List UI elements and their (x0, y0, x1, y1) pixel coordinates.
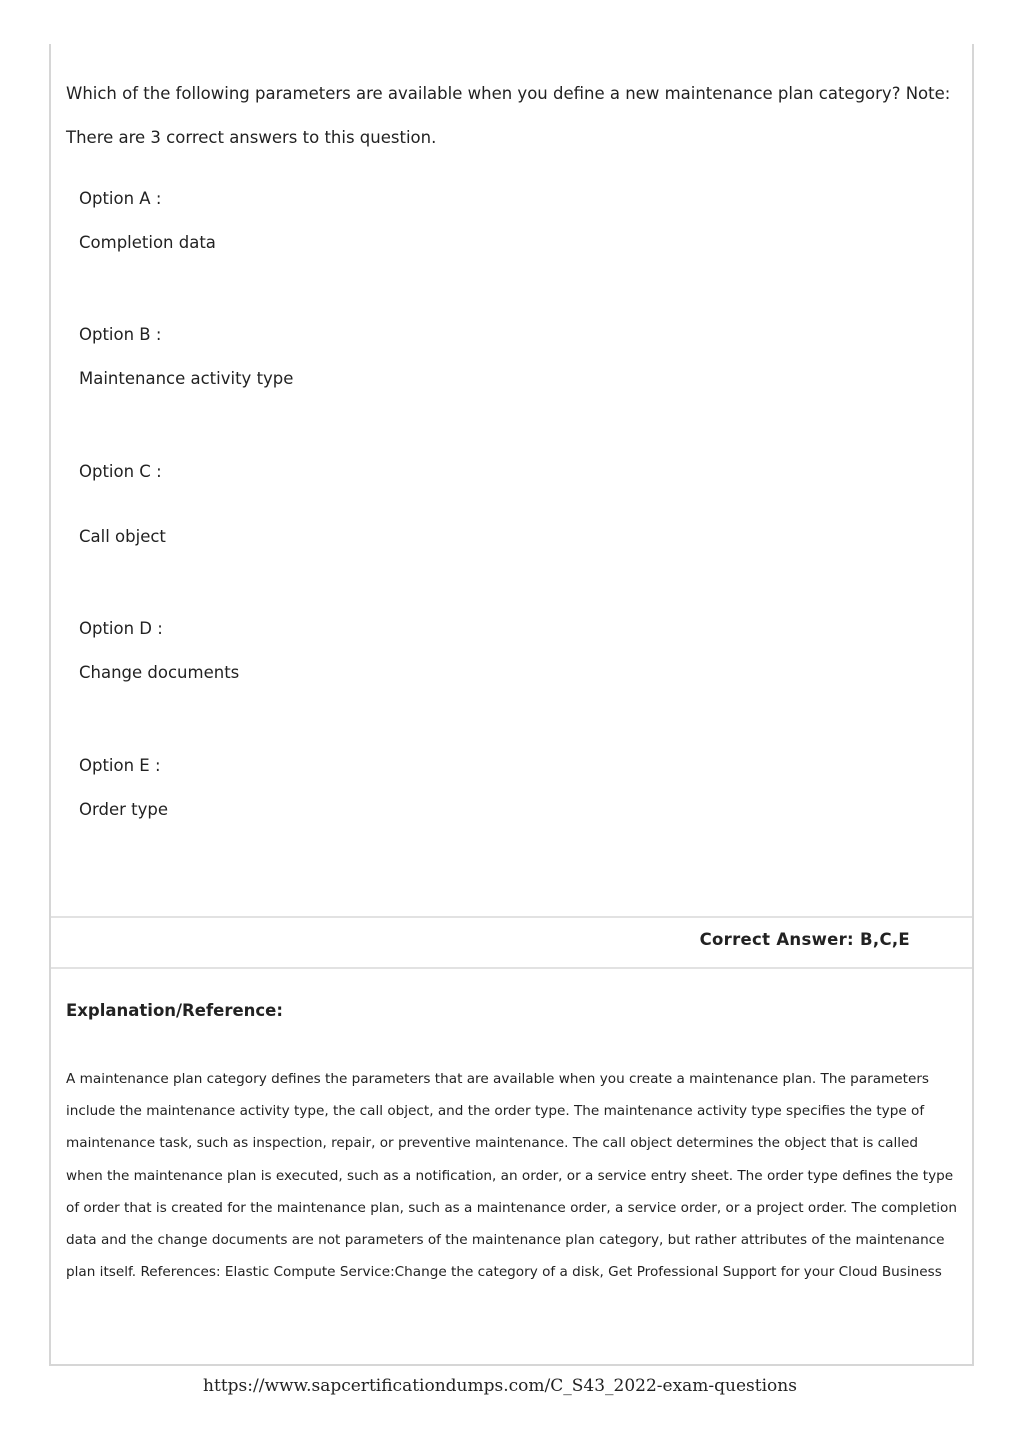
question-text: Which of the following parameters are available when you define a new maintenance plan category? Note: There are 3 correct answers to this question. (66, 84, 951, 147)
option-d-label: Option D : (79, 619, 163, 638)
answer-bottom-divider (51, 967, 972, 969)
option-c-label: Option C : (79, 462, 162, 481)
explanation-body: A maintenance plan category defines the parameters that are available when you create a maintenance plan. The parameters include the maintenance activity type, the call object, and the order type. The maintenance activity type specifies the type of maintenance task, such as inspection, repair, or preventive maintenance. The call object determines the object that is called when the maintenance plan is executed, such as a notification, an order, or a service entry sheet. The order type defines the type of order that is created for the maintenance plan, such as a maintenance order, a service order, or a project order. The completion data and the change documents are not parameters of the maintenance plan category, but rather attributes of the maintenance plan itself. References: Elastic Compute Service:Change the category of a disk, Get Professional Support for your Cloud Business (66, 1071, 957, 1281)
question-card (49, 44, 974, 1366)
option-b-text: Maintenance activity type (79, 369, 294, 388)
option-e-text: Order type (79, 800, 168, 819)
footer-url: https://www.sapcertificationdumps.com/C_S43_2022-exam-questions (203, 1376, 797, 1396)
option-a-text: Completion data (79, 233, 216, 252)
explanation-heading: Explanation/Reference: (66, 1001, 283, 1020)
option-e-label: Option E : (79, 756, 161, 775)
option-a-label: Option A : (79, 189, 162, 208)
answer-top-divider (51, 916, 972, 918)
option-d-text: Change documents (79, 663, 240, 682)
correct-answer: Correct Answer: B,C,E (699, 930, 910, 949)
option-b-label: Option B : (79, 325, 162, 344)
option-c-text: Call object (79, 527, 166, 546)
